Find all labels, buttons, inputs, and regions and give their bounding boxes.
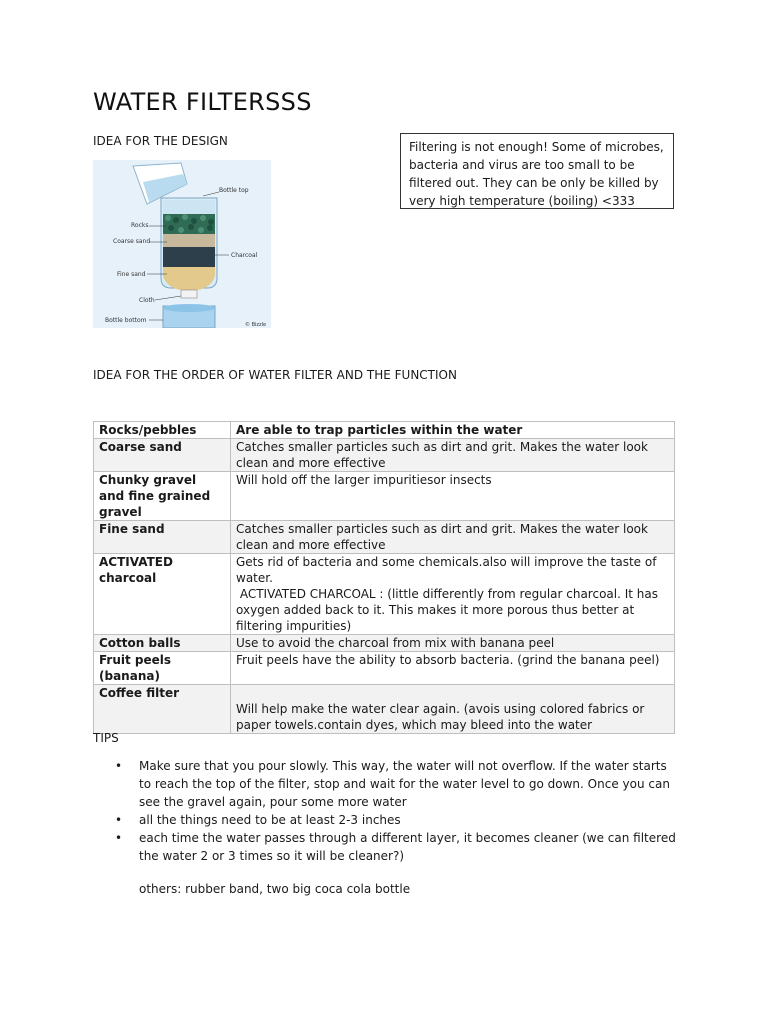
- boiling-note-box: Filtering is not enough! Some of microbes, bacteria and virus are too small to be filtered out. They can be only be killed by very high temperature (boiling) <333: [400, 133, 674, 209]
- function-text: Will help make the water clear again. (avois using colored fabrics or paper towels.contain dyes, which may bleed into the water: [236, 702, 645, 732]
- table-row: [94, 439, 675, 472]
- tip-text: all the things need to be at least 2-3 inches: [139, 813, 401, 827]
- tip-text: each time the water passes through a different layer, it becomes cleaner (we can filtered the water 2 or 3 times so it will be cleaner?): [139, 831, 676, 863]
- water-filter-diagram: [93, 160, 271, 328]
- list-item: [93, 811, 678, 829]
- function-extra-text: ACTIVATED CHARCOAL : (little differently from regular charcoal. It has oxygen added back to it. This makes it more porous thus better at filtering impurities): [236, 587, 662, 633]
- list-item: [93, 757, 678, 811]
- table-row: [94, 554, 675, 635]
- material-cell: Fine sand: [94, 521, 231, 554]
- material-cell: Coffee filter: [94, 685, 231, 734]
- image-credit: © Bizzle: [245, 322, 267, 328]
- material-cell: Fruit peels (banana): [94, 652, 231, 685]
- order-section-label: IDEA FOR THE ORDER OF WATER FILTER AND THE FUNCTION: [93, 368, 457, 382]
- design-section-label: IDEA FOR THE DESIGN: [93, 134, 228, 148]
- charcoal-label: Charcoal: [231, 252, 258, 259]
- function-cell: [231, 554, 675, 635]
- tips-section-label: TIPS: [93, 731, 119, 745]
- function-text: Gets rid of bacteria and some chemicals.also will improve the taste of water.: [236, 555, 657, 585]
- table-row: [94, 472, 675, 521]
- tips-list: [93, 757, 678, 865]
- list-item: [93, 829, 678, 865]
- bottle-top-label: Bottle top: [219, 187, 249, 194]
- function-cell: Fruit peels have the ability to absorb bacteria. (grind the banana peel): [231, 652, 675, 685]
- table-row: [94, 685, 675, 734]
- rocks-label: Rocks: [131, 222, 149, 229]
- bottle-bottom-label: Bottle bottom: [105, 317, 147, 324]
- cloth-label: Cloth: [139, 297, 155, 304]
- material-cell: Chunky gravel and fine grained gravel: [94, 472, 231, 521]
- material-cell: Coarse sand: [94, 439, 231, 472]
- bullet-icon: •: [115, 813, 123, 827]
- filter-layer-table: [93, 421, 675, 734]
- tip-text: Make sure that you pour slowly. This way, the water will not overflow. If the water starts to reach the top of the filter, stop and wait for the water level to go down. Once you can see the gravel again, pour some more water: [139, 759, 670, 809]
- function-cell: Catches smaller particles such as dirt and grit. Makes the water look clean and more effective: [231, 521, 675, 554]
- table-row: [94, 521, 675, 554]
- coarse-sand-label: Coarse sand: [113, 238, 151, 245]
- function-cell: [231, 685, 675, 734]
- material-cell: Rocks/pebbles: [94, 422, 231, 439]
- material-cell: ACTIVATED charcoal: [94, 554, 231, 635]
- table-row: [94, 652, 675, 685]
- bullet-icon: •: [115, 759, 123, 773]
- material-cell: Cotton balls: [94, 635, 231, 652]
- function-cell: Catches smaller particles such as dirt and grit. Makes the water look clean and more effective: [231, 439, 675, 472]
- function-cell: Use to avoid the charcoal from mix with banana peel: [231, 635, 675, 652]
- page-title: WATER FILTERSSS: [93, 88, 312, 116]
- fine-sand-label: Fine sand: [117, 271, 146, 278]
- bottle-illustration: [161, 198, 217, 328]
- bullet-icon: •: [115, 831, 123, 845]
- table-header-row: [94, 422, 675, 439]
- filter-diagram-illustration: [93, 160, 271, 328]
- function-cell: Are able to trap particles within the water: [231, 422, 675, 439]
- other-materials-line: others: rubber band, two big coca cola bottle: [139, 882, 411, 896]
- function-cell: Will hold off the larger impuritiesor insects: [231, 472, 675, 521]
- table-row: [94, 635, 675, 652]
